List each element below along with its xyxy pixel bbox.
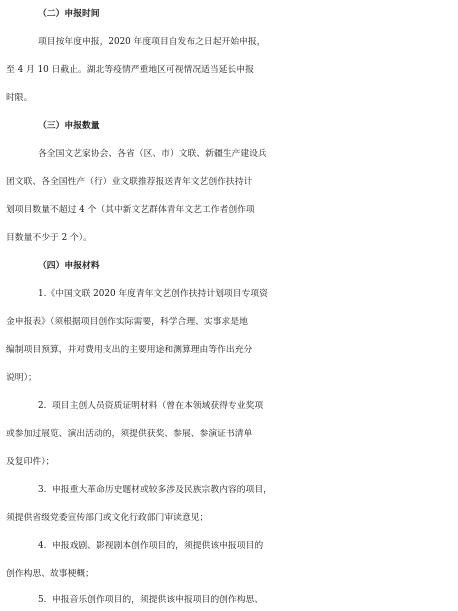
list-item-line: 创作构思、故事梗概； xyxy=(6,569,94,579)
paragraph-line: 各全国文艺家协会、各省（区、市）文联、新疆生产建设兵 xyxy=(38,149,267,159)
paragraph-line: 划项目数量不超过 4 个（其中新文艺群体青年文艺工作者创作项 xyxy=(6,205,255,215)
section-heading-application-quantity: （三）申报数量 xyxy=(38,121,100,131)
list-item-line: 5. 申报音乐创作项目的，须提供该申报项目的创作构思、 xyxy=(38,595,264,605)
list-item-line: 4. 申报戏剧、影视剧本创作项目的，须提供该申报项目的 xyxy=(38,541,264,551)
list-item-line: 编制项目预算，并对费用支出的主要用途和测算理由等作出充分 xyxy=(6,345,253,355)
section-heading-application-time: （二）申报时间 xyxy=(38,9,100,19)
paragraph-line: 目数量不少于 2 个）。 xyxy=(6,233,92,243)
list-item-line: 或参加过展览、演出活动的，须提供获奖、参展、参演证书清单 xyxy=(6,429,253,439)
list-item-line: 及复印件）； xyxy=(6,457,55,467)
paragraph-line: 团文联、各全国性产（行）业文联推荐报送青年文艺创作扶持计 xyxy=(6,177,253,187)
paragraph-line: 时限。 xyxy=(6,93,33,103)
list-item-line: 金申报表》（须根据项目创作实际需要，科学合理、实事求是地 xyxy=(6,317,248,327)
list-item-line: 须提供省级党委宣传部门或文化行政部门审读意见； xyxy=(6,513,209,523)
list-item-line: 1.《中国文联 2020 年度青年文艺创作扶持计划项目专项资 xyxy=(38,289,268,299)
section-heading-application-materials: （四）申报材料 xyxy=(38,261,100,271)
list-item-line: 3. 申报重大革命历史题材或较多涉及民族宗教内容的项目， xyxy=(38,485,272,495)
paragraph-line: 至 4 月 10 日截止。湖北等疫情严重地区可视情况适当延长申报 xyxy=(6,65,254,75)
list-item-line: 2. 项目主创人员资质证明材料（曾在本领域获得专业奖项 xyxy=(38,401,264,411)
list-item-line: 说明）； xyxy=(6,373,37,383)
paragraph-line: 项目按年度申报，2020 年度项目自发布之日起开始申报， xyxy=(38,37,266,47)
